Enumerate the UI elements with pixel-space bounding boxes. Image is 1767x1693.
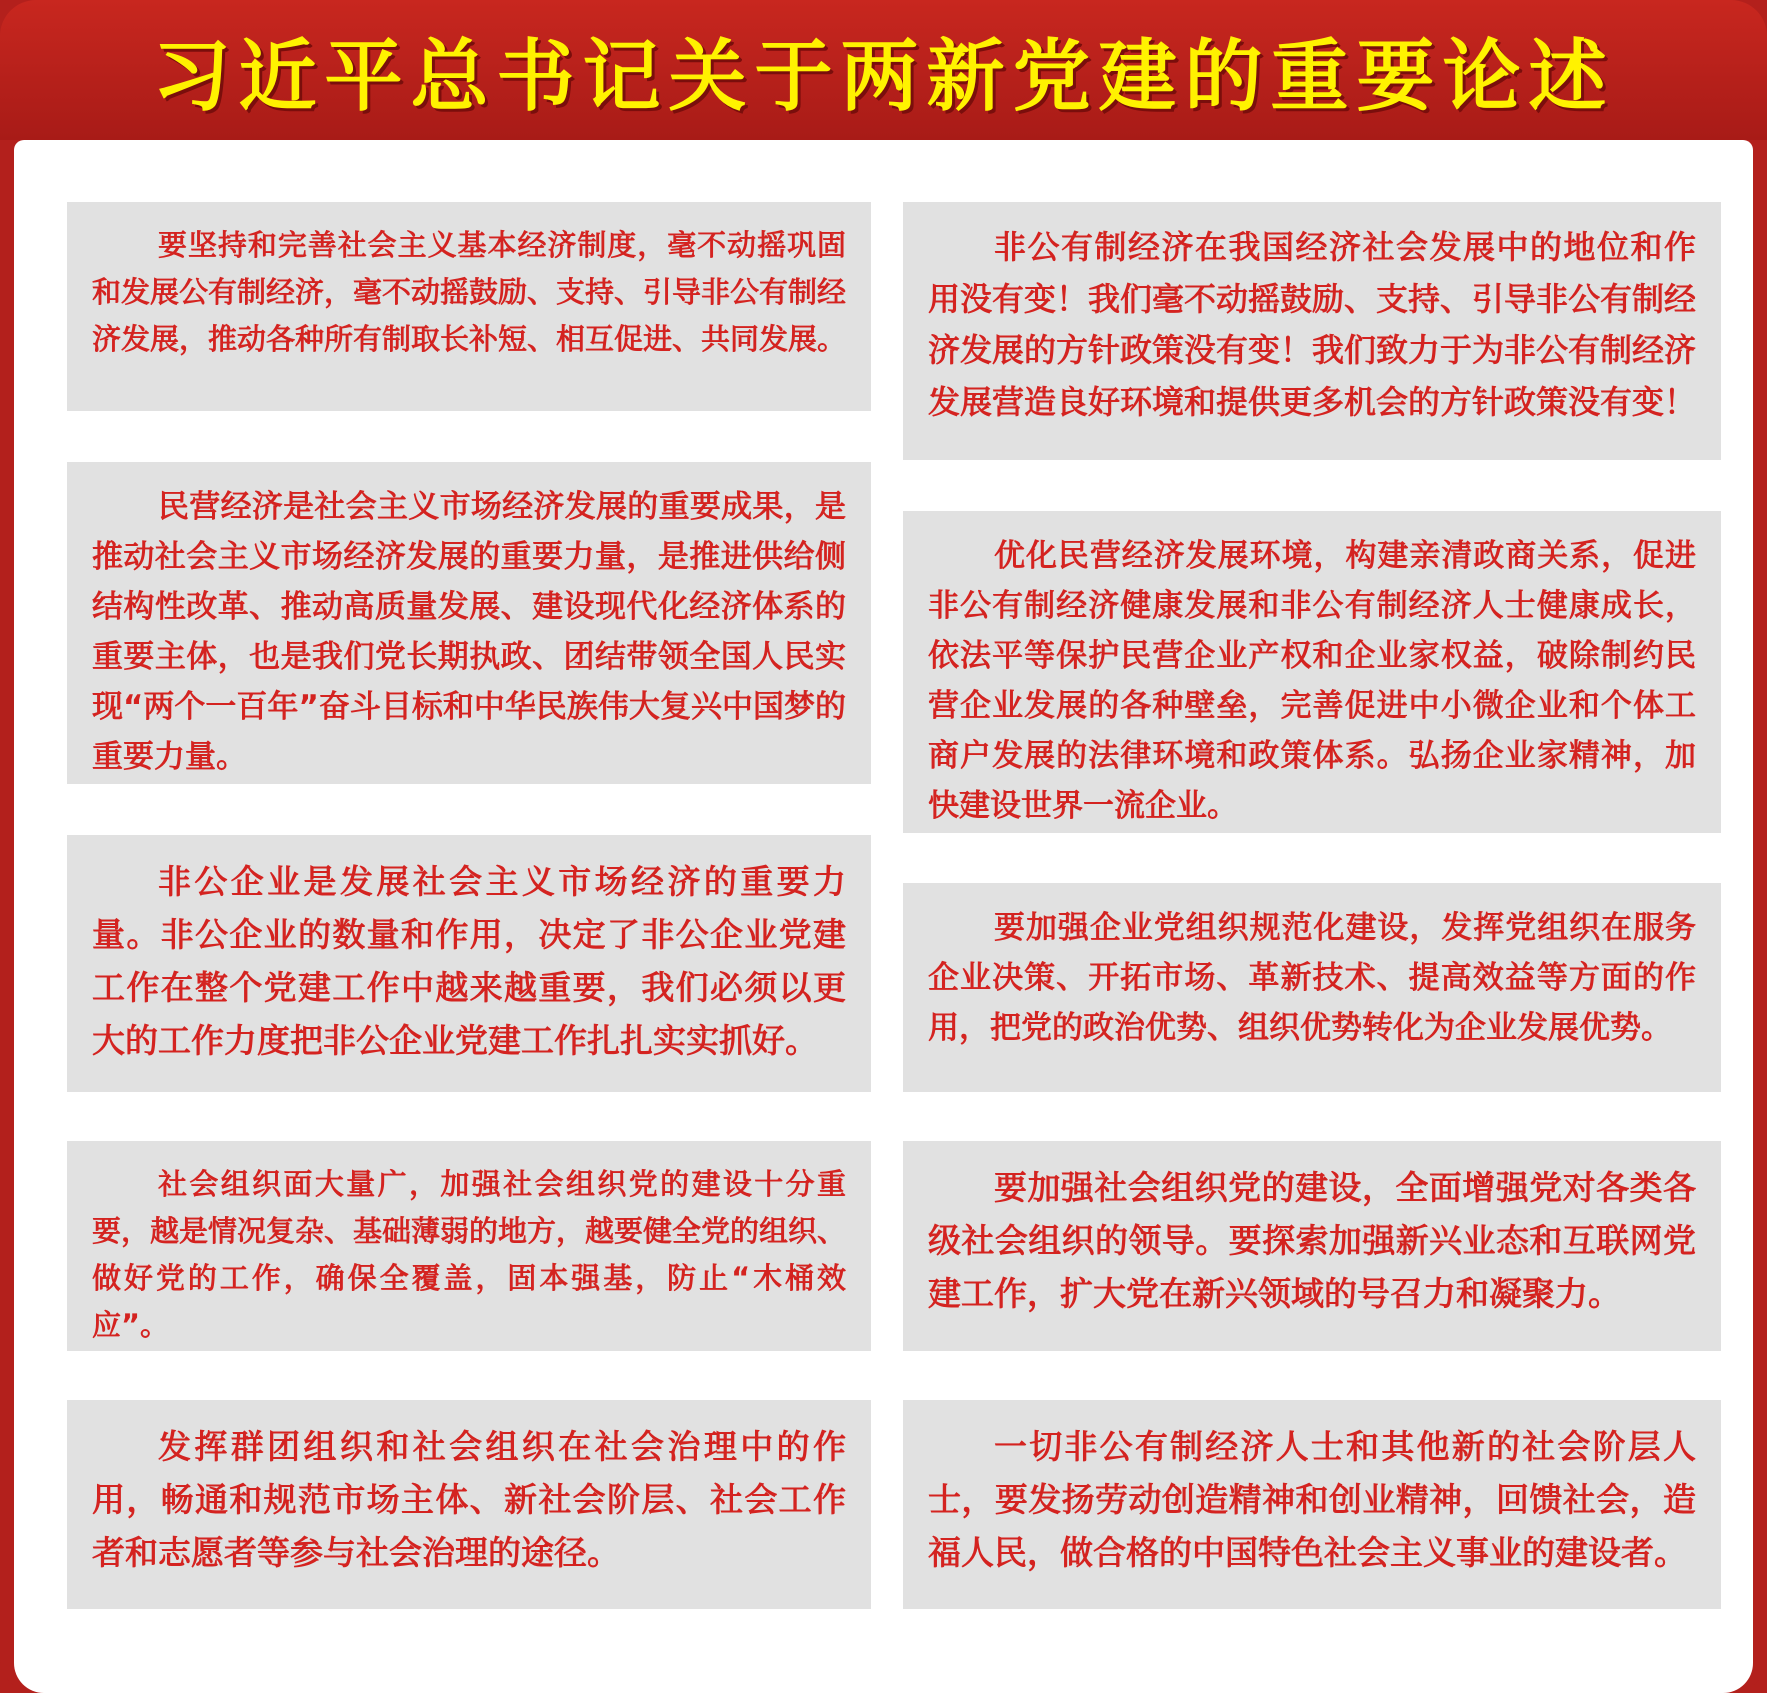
title-banner — [0, 0, 1767, 140]
quote-card-right-3: 要加强企业党组织规范化建设，发挥党组织在服务企业决策、开拓市场、革新技术、提高效益等方面的作用，把党的政治优势、组织优势转化为企业发展优势。 — [903, 883, 1721, 1092]
content-panel — [14, 140, 1753, 1693]
quote-card-right-4: 要加强社会组织党的建设，全面增强党对各类各级社会组织的领导。要探索加强新兴业态和互联网党建工作，扩大党在新兴领域的号召力和凝聚力。 — [903, 1141, 1721, 1351]
quote-card-left-4: 社会组织面大量广，加强社会组织党的建设十分重要，越是情况复杂、基础薄弱的地方，越要健全党的组织、做好党的工作，确保全覆盖，固本强基，防止“木桶效应”。 — [67, 1141, 871, 1351]
quote-card-left-5: 发挥群团组织和社会组织在社会治理中的作用，畅通和规范市场主体、新社会阶层、社会工作者和志愿者等参与社会治理的途径。 — [67, 1400, 871, 1609]
quote-card-right-2: 优化民营经济发展环境，构建亲清政商关系，促进非公有制经济健康发展和非公有制经济人士健康成长，依法平等保护民营企业产权和企业家权益，破除制约民营企业发展的各种壁垒，完善促进中小微企业和个体工商户发展的法律环境和政策体系。弘扬企业家精神，加快建设世界一流企业。 — [903, 511, 1721, 833]
quote-card-left-1: 要坚持和完善社会主义基本经济制度，毫不动摇巩固和发展公有制经济，毫不动摇鼓励、支持、引导非公有制经济发展，推动各种所有制取长补短、相互促进、共同发展。 — [67, 202, 871, 411]
page-title: 习近平总书记关于两新党建的重要论述 — [152, 32, 1615, 122]
quote-card-left-3: 非公企业是发展社会主义市场经济的重要力量。非公企业的数量和作用，决定了非公企业党建工作在整个党建工作中越来越重要，我们必须以更大的工作力度把非公企业党建工作扎扎实实抓好。 — [67, 835, 871, 1092]
quote-card-right-1: 非公有制经济在我国经济社会发展中的地位和作用没有变！我们毫不动摇鼓励、支持、引导非公有制经济发展的方针政策没有变！我们致力于为非公有制经济发展营造良好环境和提供更多机会的方针政策没有变！ — [903, 202, 1721, 460]
quote-card-left-2: 民营经济是社会主义市场经济发展的重要成果，是推动社会主义市场经济发展的重要力量，是推进供给侧结构性改革、推动高质量发展、建设现代化经济体系的重要主体，也是我们党长期执政、团结带领全国人民实现“两个一百年”奋斗目标和中华民族伟大复兴中国梦的重要力量。 — [67, 462, 871, 784]
quote-card-right-5: 一切非公有制经济人士和其他新的社会阶层人士，要发扬劳动创造精神和创业精神，回馈社会，造福人民，做合格的中国特色社会主义事业的建设者。 — [903, 1400, 1721, 1609]
